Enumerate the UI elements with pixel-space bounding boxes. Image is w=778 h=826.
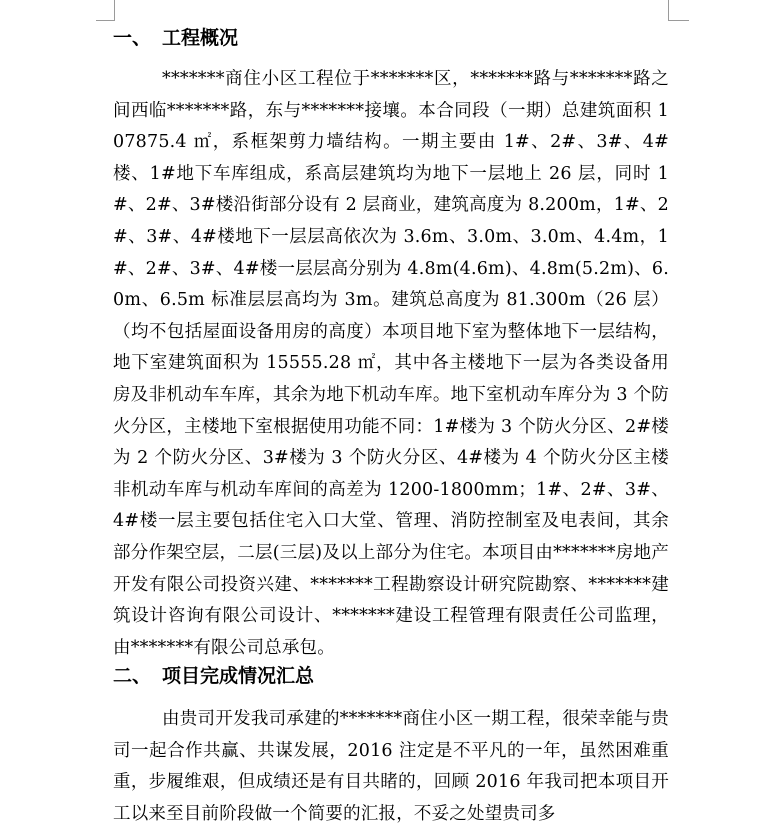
- section-title: 项目完成情况汇总: [162, 665, 315, 687]
- paragraph-project-overview: *******商住小区工程位于*******区，*******路与*******路之间西临*******路，东与*******接壤。本合同段（一期）总建筑面积 107875.4 ㎡，系框架剪力墙结构。一期主要由 1#、2#、3#、4#楼、1#地下车库组成，系高层建筑均为地下一层地上 26 层，同时 1#、2#、3#楼沿街部分设有 2 层商业，建筑高度为 8.200m，1#、2#、3#、4#楼地下一层层高依次为 3.6m、3.0m、3.0m、4.4m，1#、2#、3#、4#楼一层层高分别为 4.8m(4.6m)、4.8m(5.2m)、6.0m、6.5m 标准层层高均为 3m。建筑总高度为 81.300m（26 层）（均不包括屋面设备用房的高度）本项目地下室为整体地下一层结构，地下室建筑面积为 15555.28 ㎡，其中各主楼地下一层为各类设备用房及非机动车车库，其余为地下机动车库。地下室机动车库分为 3 个防火分区，主楼地下室根据使用功能不同：1#楼为 3 个防火分区、2#楼为 2 个防火分区、3#楼为 3 个防火分区、4#楼为 4 个防火分区主楼非机动车库与机动车库间的高差为 1200-1800mm；1#、2#、3#、4#楼一层主要包括住宅入口大堂、管理、消防控制室及电表间，其余部分作架空层，二层(三层)及以上部分为住宅。本项目由*******房地产开发有限公司投资兴建、*******工程勘察设计研究院勘察、*******建筑设计咨询有限公司设计、*******建设工程管理有限责任公司监理，由*******有限公司总承包。: [113, 69, 669, 658]
- section-heading-summary: [113, 664, 314, 688]
- paragraph-completion-summary: 由贵司开发我司承建的*******商住小区一期工程，很荣幸能与贵司一起合作共赢、共谋发展，2016 注定是不平凡的一年，虽然困难重重，步履维艰，但成绩还是有目共睹的，回顾 2016 年我司把本项目开工以来至目前阶段做一个简要的汇报，不妥之处望贵司多: [113, 709, 669, 824]
- crop-mark-left: [96, 0, 115, 21]
- section-number: 二、: [113, 665, 152, 687]
- crop-mark-right: [668, 0, 689, 21]
- section-number: 一、: [113, 27, 152, 49]
- section-title: 工程概况: [162, 27, 239, 49]
- section-heading-overview: [113, 26, 238, 50]
